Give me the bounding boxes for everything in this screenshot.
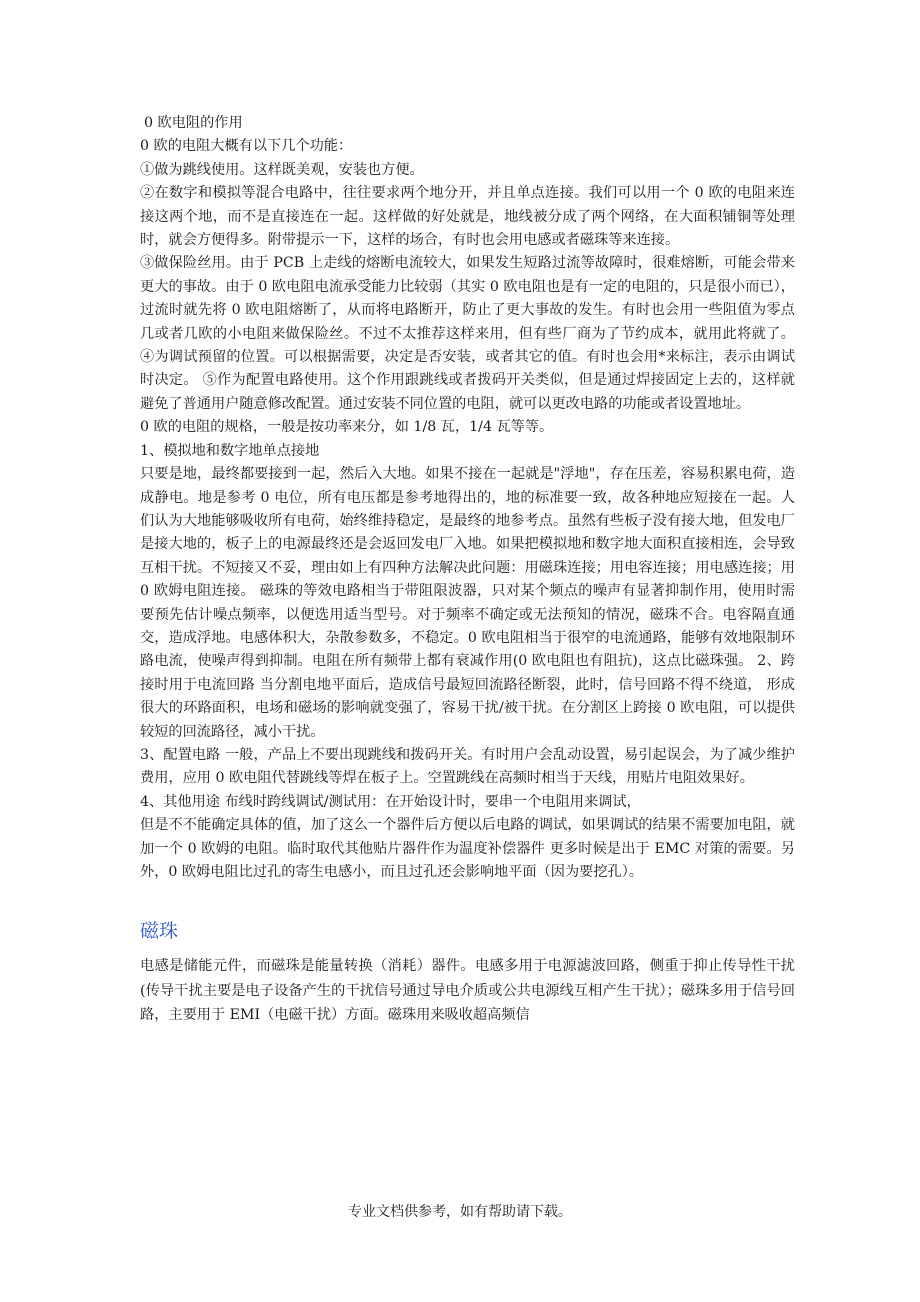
section-4-body: 但是不不能确定具体的值，加了这么一个器件后方便以后电路的调试，如果调试的结果不需要加电阻，就加一个 0 欧姆的电阻。临时取代其他贴片器件作为温度补偿器件 更多时候是出于 EMC 对策的需要。另外，0 欧姆电阻比过孔的寄生电感小，而且过孔还会影响地平面（因为要挖孔）。: [140, 817, 795, 880]
item-3-paragraph: ③做保险丝用。由于 PCB 上走线的熔断电流较大，如果发生短路过流等故障时，很难熔断，可能会带来更大的事故。由于 0 欧电阻电流承受能力比较弱（其实 0 欧电阻也是有一定的电阻的，只是很小而已），过流时就先将 0 欧电阻熔断了，从而将电路断开，防止了更大事故的发生。有时也会用一些阻值为零点几或者几欧的小电阻来做保险丝。不过不太推荐这样来用，但有些厂商为了节约成本，就用此将就了。 ④为调试预留的位置。可以根据需要，决定是否安装，或者其它的值。有时也会用*来标注，表示由调试时决定。 ⑤作为配置电路使用。这个作用跟跳线或者拨码开关类似，但是通过焊接固定上去的，这样就避免了普通用户随意修改配置。通过安装不同位置的电阻，就可以更改电路的功能或者设置地址。: [140, 255, 795, 412]
page-footer: 专业文档供参考，如有帮助请下载。: [348, 1204, 572, 1220]
spec-paragraph: 0 欧的电阻的规格，一般是按功率来分，如 1/8 瓦，1/4 瓦等等。: [140, 419, 554, 436]
magnetic-bead-heading: 磁珠: [140, 920, 179, 943]
doc-title: 0 欧电阻的作用: [144, 115, 243, 131]
item-1-paragraph: ①做为跳线使用。这样既美观，安装也方便。: [140, 161, 424, 178]
document-body: [140, 112, 795, 1028]
section-4-title: 4、其他用途 布线时跨线调试/测试用：在开始设计时，要串一个电阻用来调试，: [140, 793, 641, 810]
intro-paragraph: 0 欧的电阻大概有以下几个功能：: [140, 138, 353, 155]
magnetic-bead-paragraph: 电感是储能元件，而磁珠是能量转换（消耗）器件。电感多用于电源滤波回路，侧重于抑止传导性干扰(传导干扰主要是电子设备产生的干扰信号通过导电介质或公共电源线互相产生干扰）；磁珠多用于信号回路，主要用于 EMI（电磁干扰）方面。磁珠用来吸收超高频信: [140, 958, 795, 1024]
section-1-body: 只要是地，最终都要接到一起，然后入大地。如果不接在一起就是"浮地"，存在压差，容易积累电荷，造成静电。地是参考 0 电位，所有电压都是参考地得出的，地的标准要一致，故各种地应短接在一起。人们认为大地能够吸收所有电荷，始终维持稳定，是最终的地参考点。虽然有些板子没有接大地，但发电厂是接大地的，板子上的电源最终还是会返回发电厂入地。如果把模拟地和数字地大面积直接相连，会导致互相干扰。不短接又不妥，理由如上有四种方法解决此问题：用磁珠连接；用电容连接；用电感连接；用 0 欧姆电阻连接。 磁珠的等效电路相当于带阻限波器，只对某个频点的噪声有显著抑制作用，使用时需要预先估计噪点频率，以便选用适当型号。对于频率不确定或无法预知的情况，磁珠不合。电容隔直通交，造成浮地。电感体积大，杂散参数多，不稳定。0 欧电阻相当于很窄的电流通路，能够有效地限制环路电流，使噪声得到抑制。电阻在所有频带上都有衰减作用(0 欧电阻也有阻抗)，这点比磁珠强。 2、跨接时用于电流回路 当分割电地平面后，造成信号最短回流路径断裂，此时，信号回路不得不绕道， 形成很大的环路面积，电场和磁场的影响就变强了，容易干扰/被干扰。在分割区上跨接 0 欧电阻，可以提供较短的回流路径，减小干扰。: [140, 466, 795, 740]
item-2-paragraph: ②在数字和模拟等混合电路中，往往要求两个地分开，并且单点连接。我们可以用一个 0 欧的电阻来连接这两个地，而不是直接连在一起。这样做的好处就是，地线被分成了两个网络，在大面积铺铜等处理时，就会方便得多。附带提示一下，这样的场合，有时也会用电感或者磁珠等来连接。: [140, 185, 795, 249]
section-1-title: 1、模拟地和数字地单点接地: [140, 442, 320, 459]
section-3-paragraph: 3、配置电路 一般，产品上不要出现跳线和拨码开关。有时用户会乱动设置，易引起误会，为了减少维护费用，应用 0 欧电阻代替跳线等焊在板子上。空置跳线在高频时相当于天线，用贴片电阻效果好。: [140, 746, 795, 787]
